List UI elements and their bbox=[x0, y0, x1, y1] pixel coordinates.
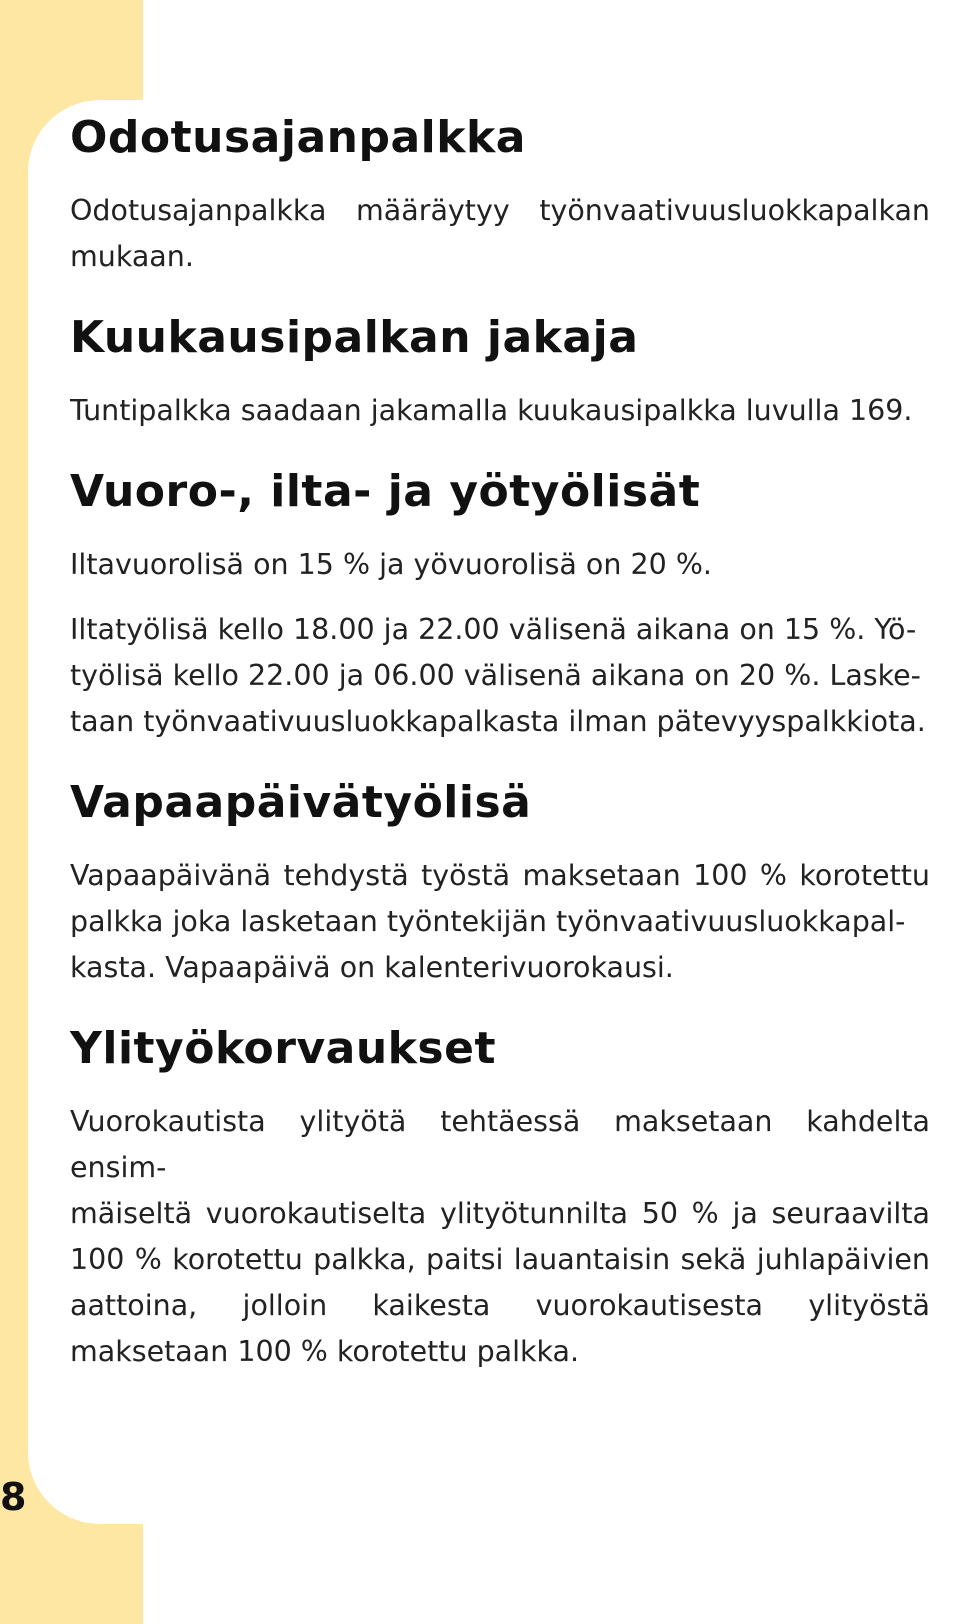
section-heading: Kuukausipalkan jakaja bbox=[70, 312, 639, 363]
section-paragraph: Odotusajanpalkka määräytyy työnvaativuusluokkapalkan mukaan. bbox=[70, 194, 930, 273]
section-paragraph: Vuorokautista ylityötä tehtäessä maksetaan kahdelta ensim- mäiseltä vuorokautiselta ylityötunnilta 50 % ja seuraavilta 100 % korotettu palkka, paitsi lauantaisin sekä juhlapäivien aattoina, jolloin kaikesta vuorokautisesta ylityöstä maksetaan 100 % korotettu palkka. bbox=[70, 1105, 930, 1368]
section-paragraph: Iltavuorolisä on 15 % ja yövuorolisä on 20 %. bbox=[70, 548, 712, 581]
section-ylityokorvaukset bbox=[70, 1019, 930, 1375]
section-heading: Vuoro-, ilta- ja yötyölisät bbox=[70, 466, 701, 517]
section-heading: Odotusajanpalkka bbox=[70, 112, 526, 163]
section-heading: Vapaapäivätyölisä bbox=[70, 777, 532, 828]
section-paragraph: Tuntipalkka saadaan jakamalla kuukausipalkka luvulla 169. bbox=[70, 394, 913, 427]
section-vapaapaivatyolisa bbox=[70, 773, 930, 991]
section-kuukausipalkan-jakaja bbox=[70, 308, 930, 434]
section-vuorolisat bbox=[70, 462, 930, 745]
section-paragraph: Iltatyölisä kello 18.00 ja 22.00 välisenä aikana on 15 %. Yö- työlisä kello 22.00 ja 06.00 välisenä aikana on 20 %. Laske- taan työnvaativuusluokkapalkasta ilman pätevyyspalkkiota. bbox=[70, 613, 926, 738]
section-paragraph: Vapaapäivänä tehdystä työstä maksetaan 100 % korotettu palkka joka lasketaan työntekijän työnvaativuusluokkapal- kasta. Vapaapäivä on kalenterivuorokausi. bbox=[70, 859, 930, 984]
section-odotusajanpalkka bbox=[70, 108, 930, 280]
section-heading: Ylityökorvaukset bbox=[70, 1023, 496, 1074]
page-number: 8 bbox=[0, 1475, 27, 1519]
page-content bbox=[70, 108, 930, 1403]
